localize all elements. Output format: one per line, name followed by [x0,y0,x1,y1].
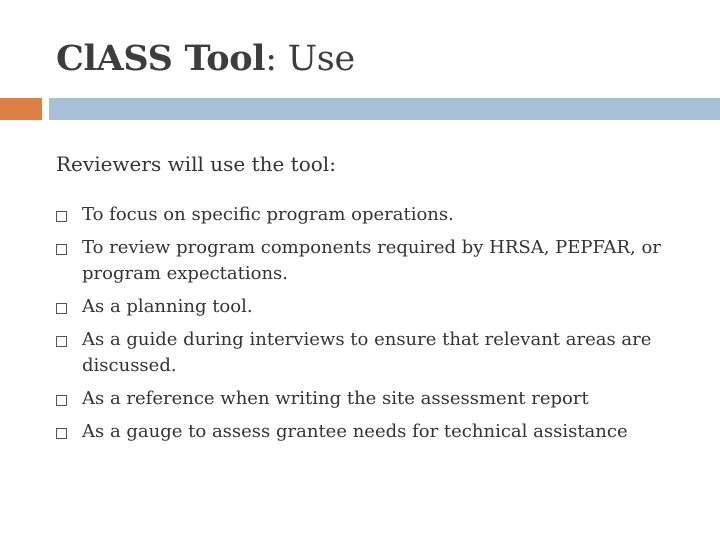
square-bullet-icon [56,395,67,406]
square-bullet-icon [56,336,67,347]
intro-text: Reviewers will use the tool: [56,152,336,176]
bullet-text: As a guide during interviews to ensure that relevant areas are discussed. [82,329,652,376]
bullet-text: To focus on specific program operations. [82,204,454,225]
square-bullet-icon [56,303,67,314]
list-item [56,235,696,287]
list-item [56,202,696,228]
title-rule-bar [49,98,720,120]
slide-title-rest: : Use [265,39,355,79]
bullet-text: As a reference when writing the site assessment report [82,388,589,409]
bullet-text: As a gauge to assess grantee needs for technical assistance [82,421,628,442]
square-bullet-icon [56,211,67,222]
slide-title [56,36,355,82]
bullet-text: As a planning tool. [82,296,253,317]
accent-bar [0,98,42,120]
square-bullet-icon [56,428,67,439]
bullet-text: To review program components required by HRSA, PEPFAR, or program expectations. [82,237,661,284]
list-item [56,419,696,445]
list-item [56,386,696,412]
square-bullet-icon [56,244,67,255]
bullet-list [56,202,696,452]
list-item [56,294,696,320]
list-item [56,327,696,379]
slide-title-bold: ClASS Tool [56,38,266,79]
